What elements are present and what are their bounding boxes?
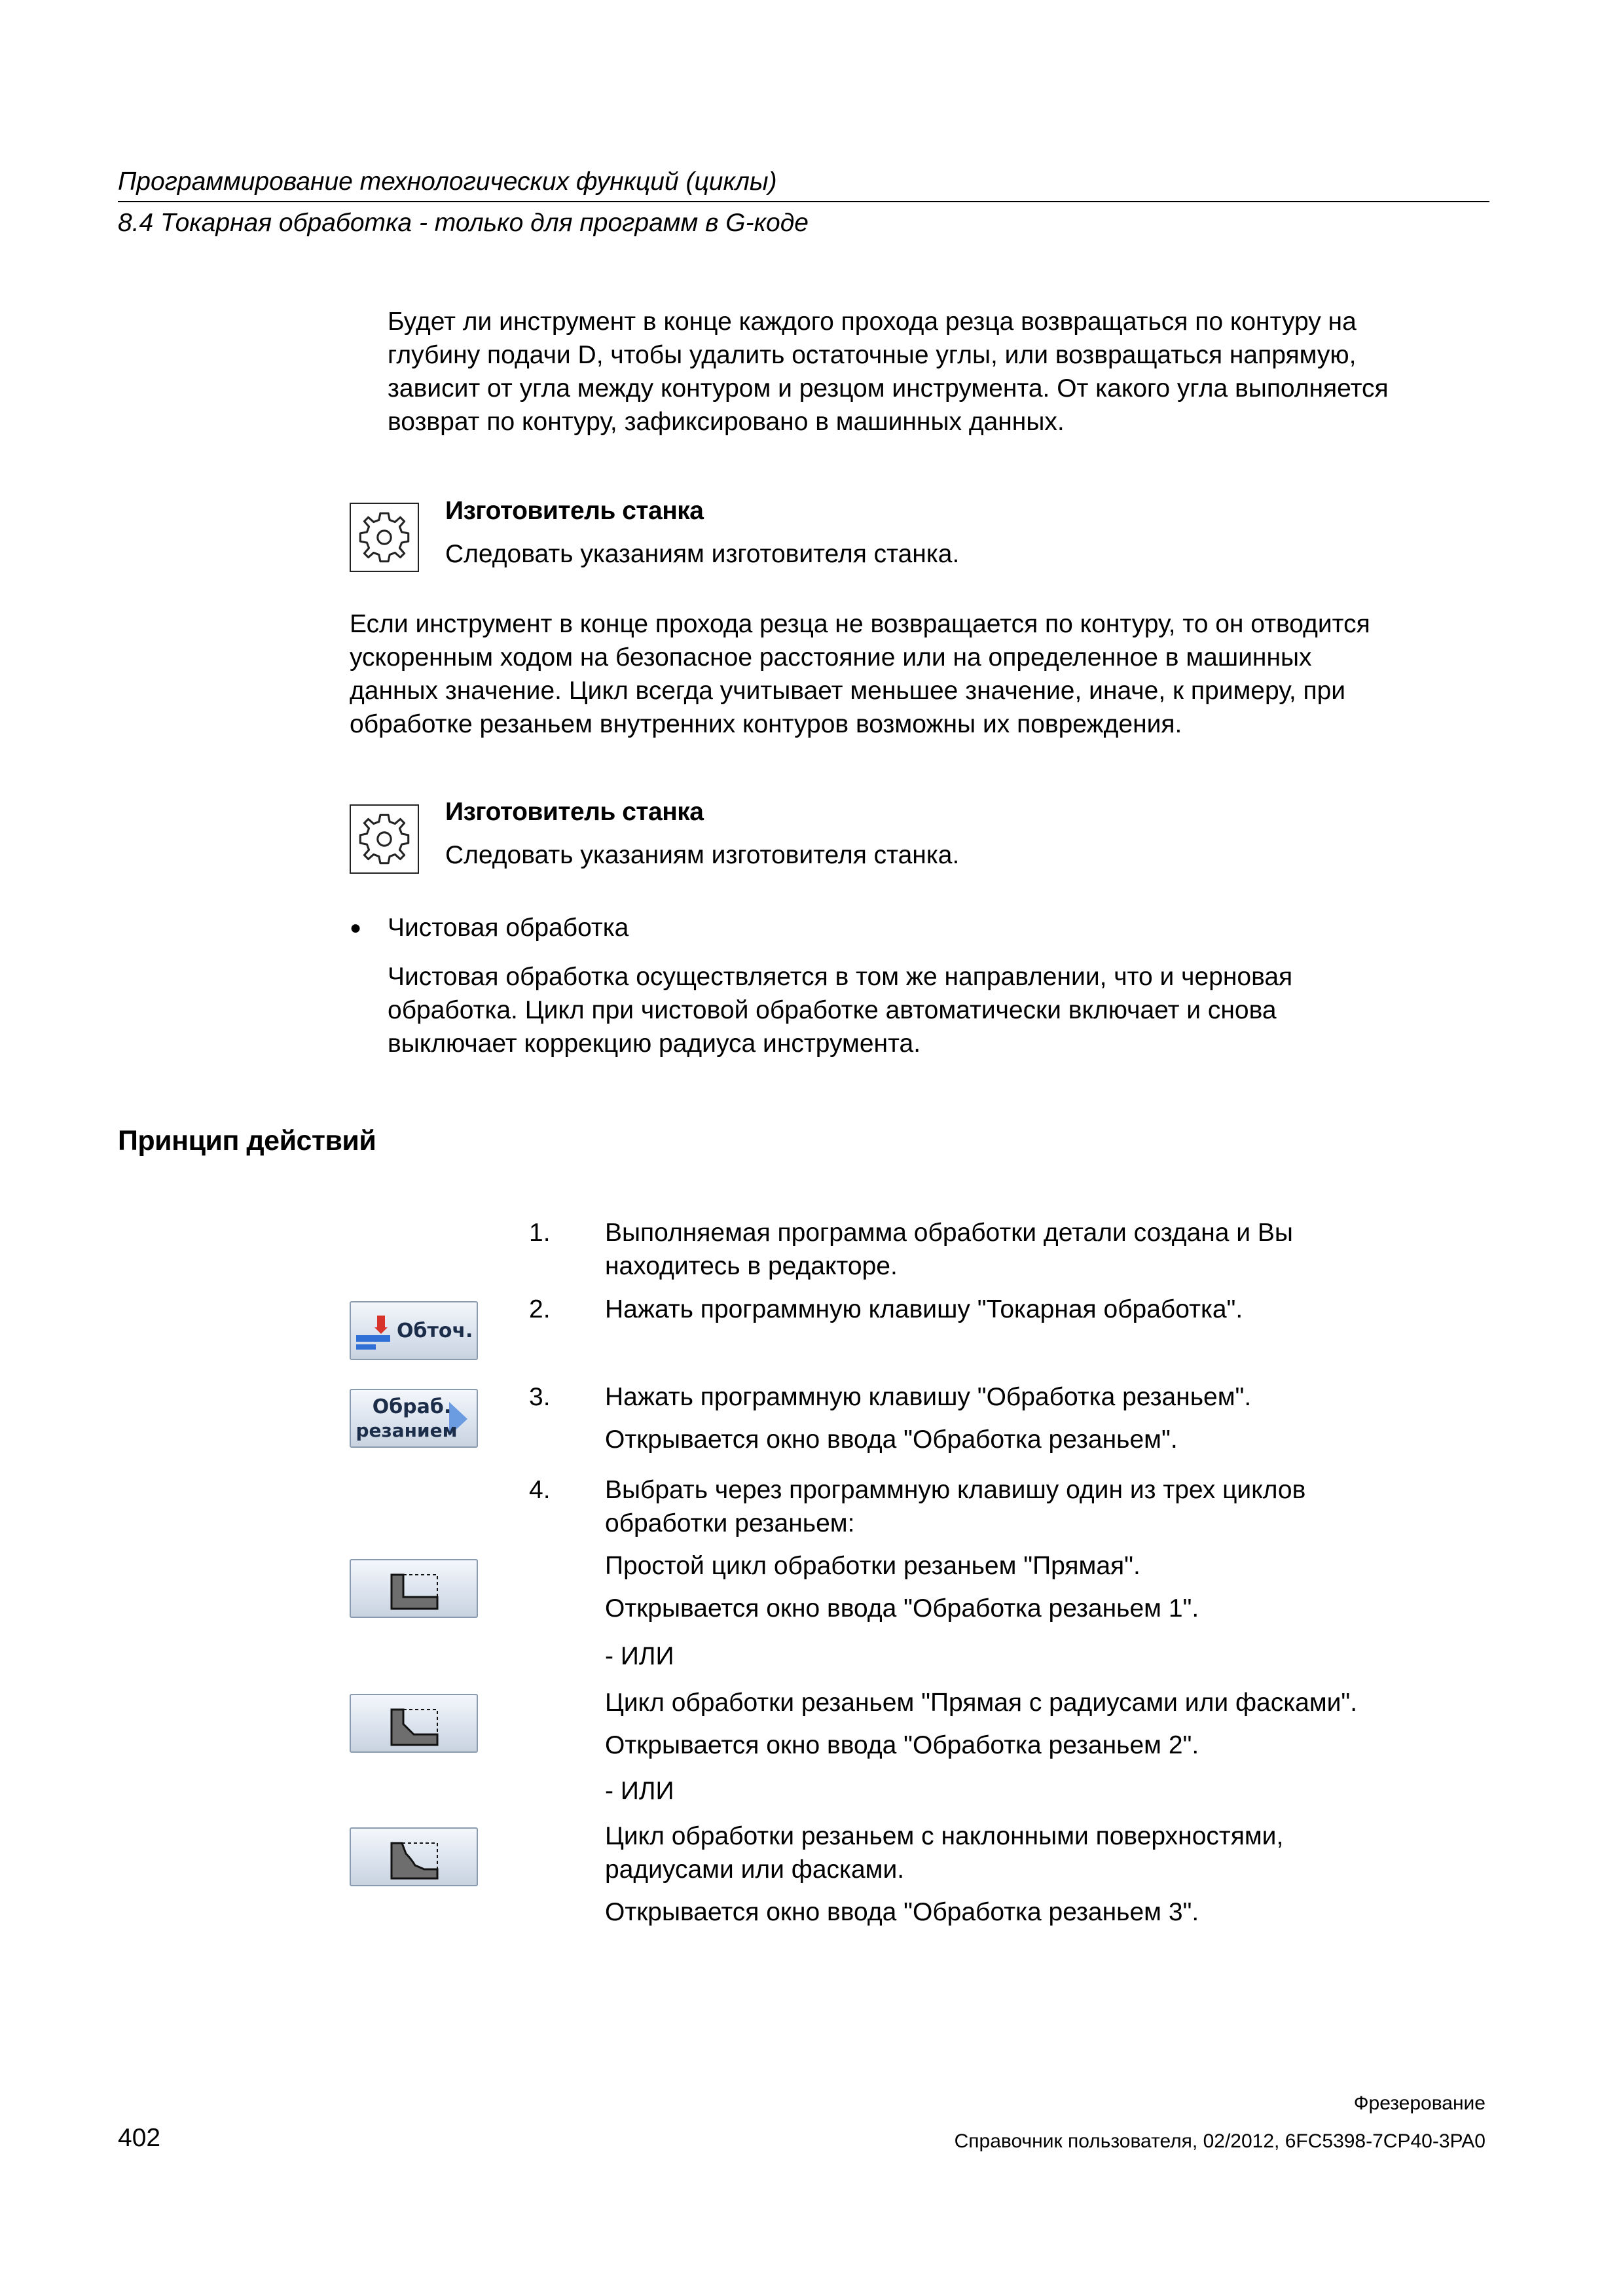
or-separator: - ИЛИ xyxy=(605,1642,674,1670)
gear-icon xyxy=(350,804,419,874)
step-number: 1. xyxy=(529,1219,551,1247)
step-number: 3. xyxy=(529,1383,551,1411)
turning-softkey-label: Обточ. xyxy=(397,1319,473,1342)
bullet-text: Чистовая обработка осуществляется в том же направлении, что и черновая обработка. Цикл при чистовой обработке автоматически включает и снова выключает коррекцию радиуса инструмента. xyxy=(388,963,1293,1058)
turning-softkey[interactable] xyxy=(350,1301,478,1360)
note-title: Изготовитель станка xyxy=(445,798,704,826)
intro-paragraph: Будет ли инструмент в конце каждого прохода резца возвращаться по контуру на глубину подачи D, чтобы удалить остаточные углы, или возвращаться напрямую, зависит от угла между контуром и резцом инструмента. От какого угла выполняется возврат по контуру, зафиксировано в машинных данных. xyxy=(388,308,1389,436)
header-divider xyxy=(118,201,1489,202)
step-number: 2. xyxy=(529,1295,551,1323)
stock-removal-softkey[interactable] xyxy=(350,1389,478,1448)
inclined-contour-icon xyxy=(351,1829,479,1888)
option-2-text: Цикл обработки резаньем "Прямая с радиусами или фасками". Открывается окно ввода "Обработка резаньем 2". xyxy=(605,1689,1358,1759)
step-3-text: Нажать программную клавишу "Обработка резаньем". Открывается окно ввода "Обработка резаньем". xyxy=(605,1383,1252,1454)
cycle-radius-chamfer-softkey[interactable] xyxy=(350,1694,478,1753)
section-heading: Принцип действий xyxy=(118,1125,376,1157)
note-text: Следовать указаниям изготовителя станка. xyxy=(445,540,960,568)
section-title-header: 8.4 Токарная обработка - только для программ в G-коде xyxy=(118,209,809,237)
radius-chamfer-contour-icon xyxy=(351,1695,479,1754)
step-1-text: Выполняемая программа обработки детали создана и Вы находитесь в редакторе. xyxy=(605,1219,1293,1280)
page-number: 402 xyxy=(118,2124,161,2152)
step-number: 4. xyxy=(529,1476,551,1504)
chapter-title: Программирование технологических функций (циклы) xyxy=(118,168,777,196)
footer-manual: Справочник пользователя, 02/2012, 6FC5398-7CP40-3PA0 xyxy=(954,2130,1486,2152)
bullet-icon: ● xyxy=(350,917,362,939)
straight-contour-icon xyxy=(351,1560,479,1619)
paragraph-retraction: Если инструмент в конце прохода резца не возвращается по контуру, то он отводится ускоренным ходом на безопасное расстояние или на определенное в машинных данных значение. Цикл всегда учитывает меньшее значение, иначе, к примеру, при обработке резаньем внутренних контуров возможны их повреждения. xyxy=(350,610,1370,738)
option-3-text: Цикл обработки резаньем с наклонными поверхностями, радиусами или фасками. Открывается окно ввода "Обработка резаньем 3". xyxy=(605,1822,1284,1926)
stock-removal-label-1: Обраб. xyxy=(372,1395,452,1418)
note-title: Изготовитель станка xyxy=(445,497,704,525)
stock-removal-label-2: резанием xyxy=(356,1420,458,1441)
cycle-straight-softkey[interactable] xyxy=(350,1559,478,1618)
step-4-text: Выбрать через программную клавишу один из трех циклов обработки резаньем: Простой цикл обработки резаньем "Прямая". Открывается окно ввода "Обработка резаньем 1". xyxy=(605,1476,1306,1623)
or-separator: - ИЛИ xyxy=(605,1777,674,1805)
footer-product: Фрезерование xyxy=(1353,2092,1486,2114)
gear-icon xyxy=(350,503,419,572)
bullet-title: Чистовая обработка xyxy=(388,914,629,942)
note-text: Следовать указаниям изготовителя станка. xyxy=(445,841,960,869)
cycle-inclined-softkey[interactable] xyxy=(350,1827,478,1886)
step-2-text: Нажать программную клавишу "Токарная обработка". xyxy=(605,1295,1243,1323)
